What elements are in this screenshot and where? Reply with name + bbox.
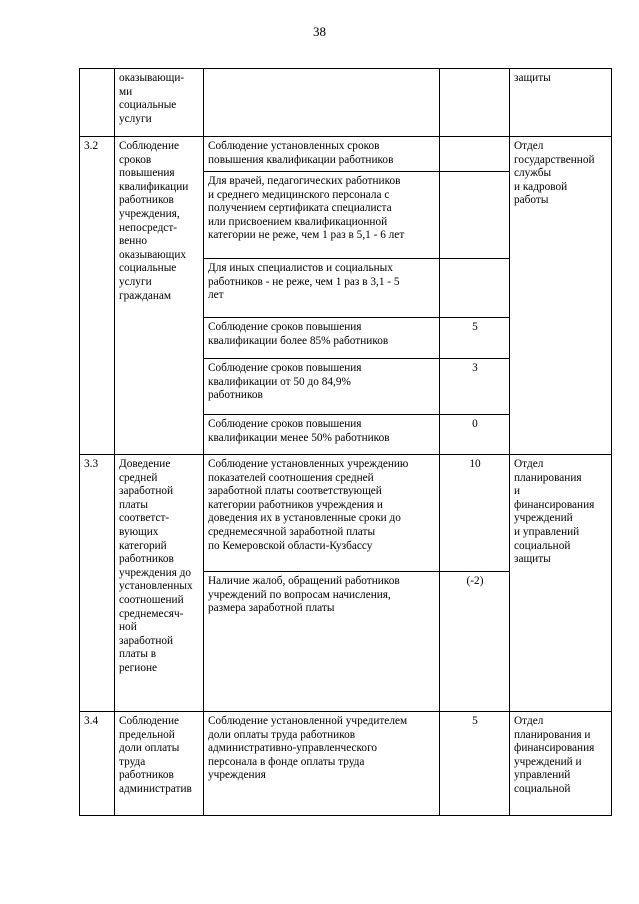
criterion-cell: Соблюдение установленной учредителем доли оплаты труда работников административно-управленческого персонала в фонде оплаты труда учреждения [204, 712, 440, 816]
criterion-cell: Соблюдение сроков повышения квалификации от 50 до 84,9% работников [204, 359, 440, 415]
criterion-cell: Наличие жалоб, обращений работников учреждений по вопросам начисления, размера заработной платы [204, 572, 440, 712]
indicator-name-cell: Соблюдение предельной доли оплаты труда работников административ [115, 712, 204, 816]
table-row [80, 712, 612, 816]
points-cell: 5 [440, 318, 510, 359]
responsible-cell: Отдел государственной службы и кадровой работы [510, 137, 612, 455]
table-cell [440, 69, 510, 137]
points-cell: 10 [440, 455, 510, 572]
points-cell [440, 172, 510, 259]
row-number: 3.4 [80, 712, 115, 816]
criterion-cell: Для врачей, педагогических работников и среднего медицинского персонала с получением сертификата специалиста или присвоением квалификационной категории не реже, чем 1 раз в 5,1 - 6 лет [204, 172, 440, 259]
points-cell [440, 137, 510, 172]
indicator-name-cell: Соблюдение сроков повышения квалификации работников учреждения, непосредст- венно оказывающих социальные услуги гражданам [115, 137, 204, 455]
table-cell [204, 69, 440, 137]
page-number: 38 [313, 24, 326, 39]
criterion-cell: Соблюдение установленных учреждению показателей соотношения средней заработной платы соответствующей категории работников учреждения и доведения их в установленные сроки до среднемесячной заработной платы по Кемеровской области-Кузбассу [204, 455, 440, 572]
criterion-cell: Соблюдение сроков повышения квалификации более 85% работников [204, 318, 440, 359]
criterion-cell: Соблюдение установленных сроков повышения квалификации работников [204, 137, 440, 172]
criterion-cell: Соблюдение сроков повышения квалификации менее 50% работников [204, 415, 440, 455]
points-cell: 3 [440, 359, 510, 415]
criterion-cell: Для иных специалистов и социальных работников - не реже, чем 1 раз в 3,1 - 5 лет [204, 259, 440, 318]
row-number: 3.3 [80, 455, 115, 712]
responsible-cell: защиты [510, 69, 612, 137]
points-cell: 5 [440, 712, 510, 816]
table-row [80, 69, 612, 137]
points-cell: (-2) [440, 572, 510, 712]
indicator-name-cell: Доведение средней заработной платы соответст- вующих категорий работников учреждения до установленных соотношений среднемесяч- ной заработной платы в регионе [115, 455, 204, 712]
responsible-cell: Отдел планирования и финансирования учреждений и управлений социальной [510, 712, 612, 816]
criteria-table [79, 68, 612, 816]
points-cell [440, 259, 510, 318]
responsible-cell: Отдел планирования и финансирования учреждений и управлений социальной защиты [510, 455, 612, 712]
table-cell [80, 69, 115, 137]
table-row [80, 455, 612, 572]
row-number: 3.2 [80, 137, 115, 455]
table-row [80, 137, 612, 172]
indicator-name-cell: оказывающи- ми социальные услуги [115, 69, 204, 137]
points-cell: 0 [440, 415, 510, 455]
